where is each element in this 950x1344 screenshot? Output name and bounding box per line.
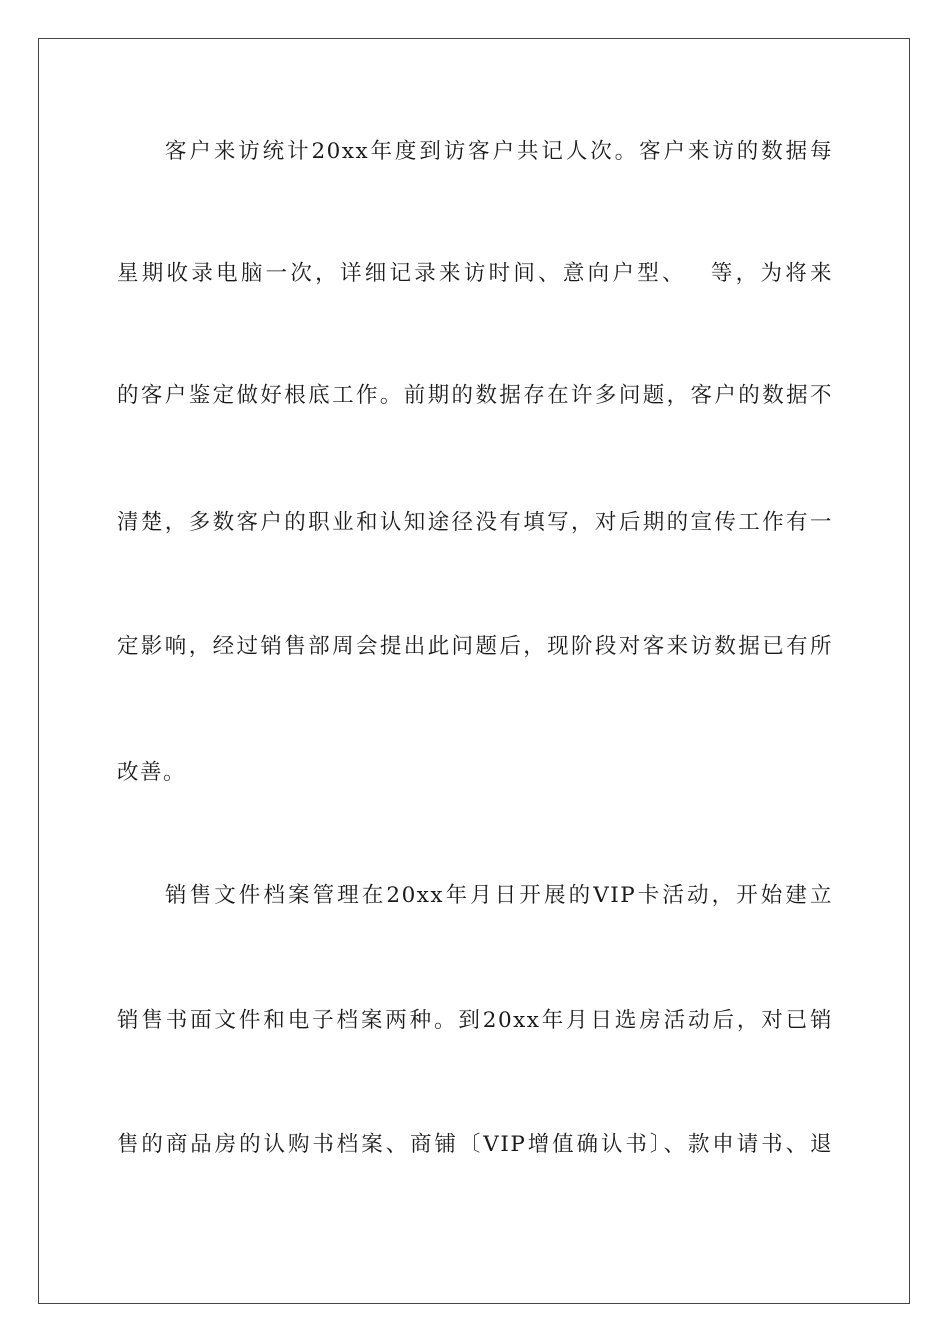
paragraph-2-line-1: 销售文件档案管理在20xx年月日开展的VIP卡活动，开始建立 — [165, 883, 833, 908]
paragraph-1-line-1: 客户来访统计20xx年度到访客户共记人次。客户来访的数据每 — [165, 139, 833, 164]
page-border — [38, 38, 910, 1304]
paragraph-1-line-5: 定影响，经过销售部周会提出此问题后，现阶段对客来访数据已有所 — [117, 634, 833, 659]
paragraph-1-line-4: 清楚，多数客户的职业和认知途径没有填写，对后期的宣传工作有一 — [117, 510, 833, 535]
paragraph-1-line-3: 的客户鉴定做好根底工作。前期的数据存在许多问题，客户的数据不 — [117, 383, 833, 408]
paragraph-2-line-3: 售的商品房的认购书档案、商铺〔VIP增值确认书〕、款申请书、退 — [117, 1132, 833, 1157]
paragraph-2-line-2: 销售书面文件和电子档案两种。到20xx年月日选房活动后，对已销 — [117, 1008, 833, 1033]
paragraph-1-line-2: 星期收录电脑一次，详细记录来访时间、意向户型、 等，为将来 — [117, 261, 833, 286]
paragraph-1-line-6: 改善。 — [117, 760, 187, 785]
